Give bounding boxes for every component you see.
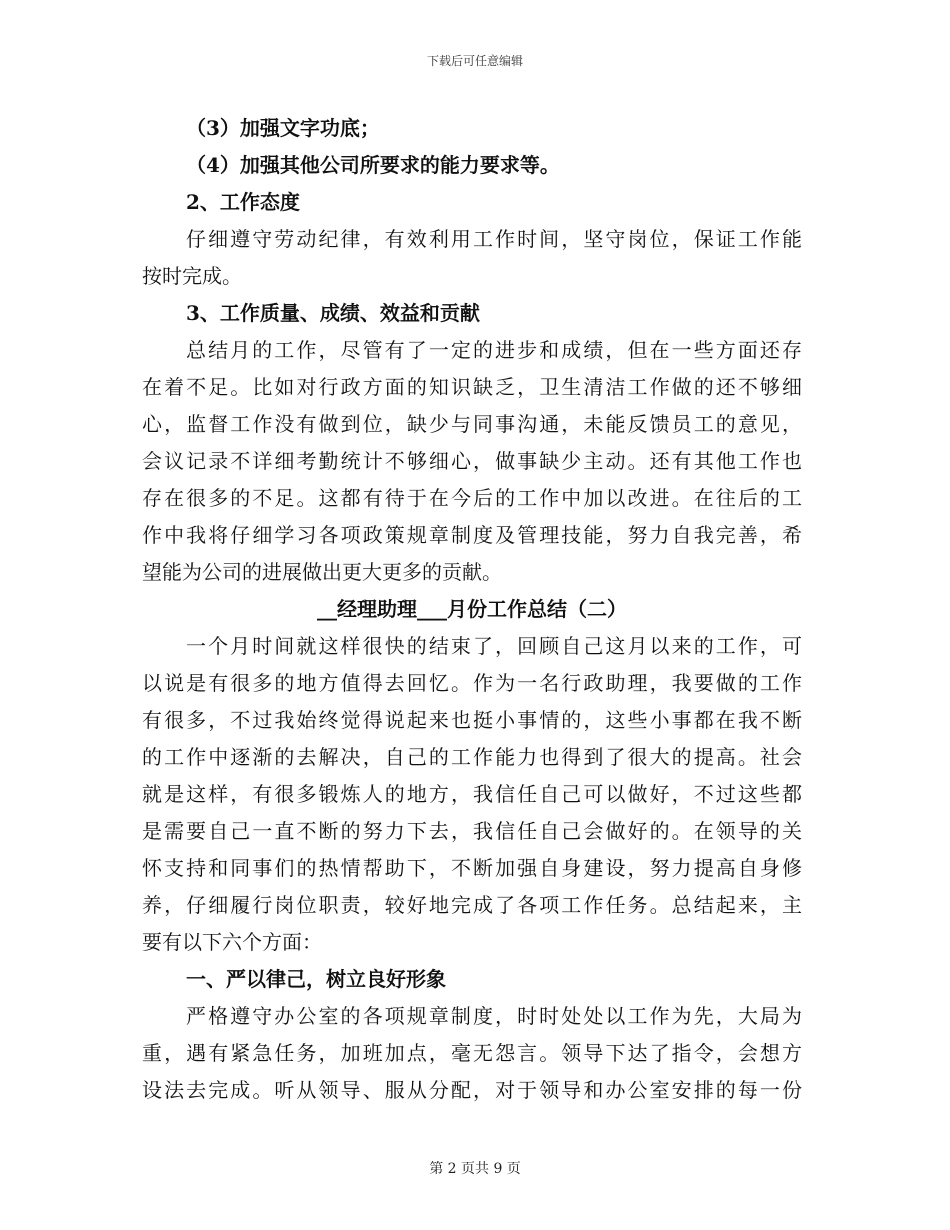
paragraph-line: 仔细遵守劳动纪律，有效利用工作时间，坚守岗位，保证工作能 <box>186 227 802 251</box>
paragraph-line: 的工作中逐渐的去解决，自己的工作能力也得到了很大的提高。社会 <box>142 745 802 769</box>
document-body <box>142 110 802 1109</box>
paragraph-line: 按时完成。 <box>142 264 242 288</box>
paragraph-line: 怀支持和同事们的热情帮助下，不断加强自身建设，努力提高自身修 <box>142 856 802 880</box>
paragraph-line: 严格遵守办公室的各项规章制度，时时处处以工作为先，大局为 <box>186 1004 802 1028</box>
paragraph-line: 设法去完成。听从领导、服从分配，对于领导和办公室安排的每一份 <box>142 1078 802 1102</box>
paragraph-line: 会议记录不详细考勤统计不够细心，做事缺少主动。还有其他工作也 <box>142 449 802 473</box>
paragraph-line: 存在很多的不足。这都有待于在今后的工作中加以改进。在往后的工 <box>142 486 802 510</box>
paragraph-line: 心，监督工作没有做到位，缺少与同事沟通，未能反馈员工的意见， <box>142 412 802 436</box>
paragraph-line: 作中我将仔细学习各项政策规章制度及管理技能，努力自我完善，希 <box>142 523 802 547</box>
section-item: （3）加强文字功底； <box>186 116 380 140</box>
paragraph-line: 重，遇有紧急任务，加班加点，毫无怨言。领导下达了指令，会想方 <box>142 1041 802 1065</box>
section-heading: 2、工作态度 <box>186 190 300 214</box>
section-heading: 一、严以律己，树立良好形象 <box>186 967 446 991</box>
paragraph-line: 一个月时间就这样很快的结束了，回顾自己这月以来的工作，可 <box>186 634 802 658</box>
paragraph-line: 在着不足。比如对行政方面的知识缺乏，卫生清洁工作做的还不够细 <box>142 375 802 399</box>
page-footer: 第 2 页共 9 页 <box>429 1161 521 1177</box>
paragraph-line: 是需要自己一直不断的努力下去，我信任自己会做好的。在领导的关 <box>142 819 802 843</box>
paragraph-line: 望能为公司的进展做出更大更多的贡献。 <box>142 560 502 584</box>
paragraph-line: 要有以下六个方面： <box>142 930 322 954</box>
paragraph-line: 总结月的工作，尽管有了一定的进步和成绩，但在一些方面还存 <box>186 338 802 362</box>
section-item: （4）加强其他公司所要求的能力要求等。 <box>186 153 560 177</box>
page-header: 下载后可任意编辑 <box>426 54 523 68</box>
paragraph-line: 就是这样，有很多锻炼人的地方，我信任自己可以做好，不过这些都 <box>142 782 802 806</box>
section-title: __经理助理___月份工作总结（二） <box>317 597 627 621</box>
section-heading: 3、工作质量、成绩、效益和贡献 <box>186 301 480 325</box>
paragraph-line: 养，仔细履行岗位职责，较好地完成了各项工作任务。总结起来，主 <box>142 893 802 917</box>
paragraph-line: 以说是有很多的地方值得去回忆。作为一名行政助理，我要做的工作 <box>142 671 802 695</box>
paragraph-line: 有很多，不过我始终觉得说起来也挺小事情的，这些小事都在我不断 <box>142 708 802 732</box>
